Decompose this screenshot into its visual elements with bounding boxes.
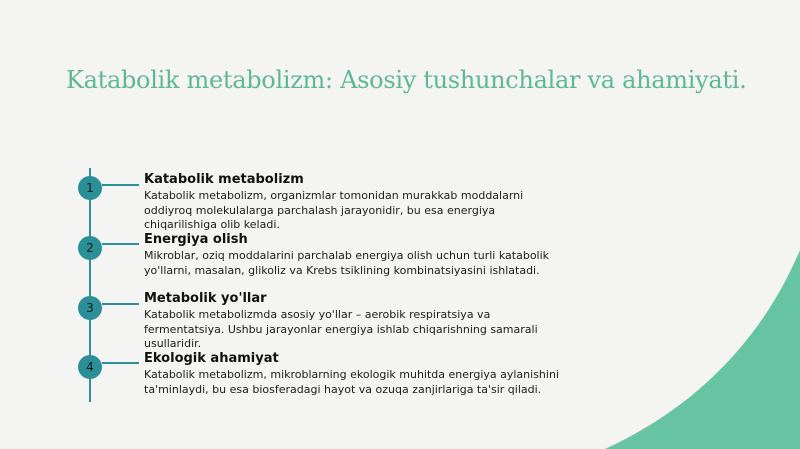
timeline-connector [102, 362, 139, 364]
page-title: Katabolik metabolizm: Asosiy tushunchalar va ahamiyati. [66, 66, 747, 94]
timeline-marker-1: 1 [78, 176, 102, 200]
item-heading: Energiya olish [144, 232, 248, 247]
timeline-item-4 [144, 351, 564, 397]
timeline-connector [102, 184, 139, 186]
item-heading: Katabolik metabolizm [144, 172, 304, 187]
timeline-marker-4: 4 [78, 355, 102, 379]
timeline-item-1 [144, 172, 564, 233]
timeline-item-2 [144, 232, 564, 278]
item-heading: Metabolik yo'llar [144, 291, 267, 306]
item-description: Katabolik metabolizmda asosiy yo'llar – aerobik respiratsiya va fermentatsiya. Ushbu jarayonlar energiya ishlab chiqarishning samarali usullaridir. [144, 308, 538, 351]
timeline-connector [102, 303, 139, 305]
item-description: Katabolik metabolizm, organizmlar tomonidan murakkab moddalarni oddiyroq molekulalarga parchalash jarayonidir, bu esa energiya chiqarilishiga olib keladi. [144, 189, 524, 232]
timeline-connector [102, 243, 139, 245]
timeline-marker-2: 2 [78, 236, 102, 260]
timeline-item-3 [144, 291, 564, 352]
item-description: Katabolik metabolizm, mikroblarning ekologik muhitda energiya aylanishini ta'minlaydi, bu esa biosferadagi hayot va ozuqa zanjirlariga ta'sir qiladi. [144, 368, 559, 396]
item-description: Mikroblar, oziq moddalarini parchalab energiya olish uchun turli katabolik yo'llarni, masalan, glikoliz va Krebs tsiklining kombinatsiyasini ishlatadi. [144, 249, 550, 277]
item-heading: Ekologik ahamiyat [144, 351, 279, 366]
timeline-marker-3: 3 [78, 296, 102, 320]
